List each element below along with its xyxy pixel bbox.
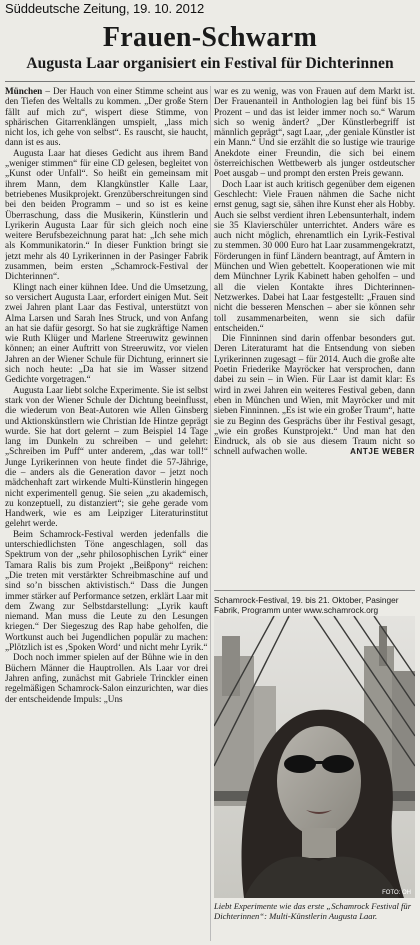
festival-info-box: Schamrock-Festival, 19. bis 21. Oktober, Pasinger Fabrik, Programm unter www.schamrock.org [214, 590, 415, 615]
column-separator [210, 86, 211, 941]
article-column-1 [5, 86, 208, 941]
photo-caption: Liebt Experimente wie das erste „Schamrock Festival für Dichterinnen“: Multi-Künstlerin Augusta Laar. [214, 901, 412, 921]
paragraph: Beim Schamrock-Festival werden jedenfalls die unterschiedlichsten Töne angeschlagen, soll das Spektrum von der „sehr philosophischen Lyrik“ einer Tamara Ralis bis zum Projekt „Beißpony“ reichen: „Die treten mit verstärkter Schreibmaschine auf und sind so’n bisschen aktivistisch.“ Dass die Jungen immer stärker auf Performance setzen, erklärt Laar mit dem Zwang zur Selbstdarstellung: „Lyrik kauft niemand. Man muss die Leute zu den Lesungen kriegen.“ Der Siegeszug des Rap habe geholfen, die Wortkunst auch bei Jugendlichen populär zu machen: „Plötzlich ist es ‚Spoken Word‘ und nicht mehr Lyrik.“ [5, 528, 208, 653]
paragraph: Augusta Laar liebt solche Experimente. Sie ist selbst stark von der Wiener Schule der Dichtung beeinflusst, die wiederum von Beat-Autoren wie Allen Ginsberg und Aktionskünstlern wie Christian Ide Hintze geprägt wurde. Sie hat dort gelernt – zum Beispiel 14 Tage lang im Dunkeln zu schreiben – und gelehrt: „Schreiben im Puff“ unter anderem, „das war toll!“ Junge Lyrikerinnen von heute findet die 57-Jährige, die – anders als die Generation davor – jetzt noch mädchenhaft zart wirkende Multi-Künstlerin hingegen nicht experimentell genug. Sie seien „zu akademisch, zu konzeptuell, zu distanziert“; sie gehe gerade vom Handwerk, wie es am Leipziger Literaturinstitut gelehrt werde. [5, 384, 208, 529]
subheadline: Augusta Laar organisiert ein Festival für Dichterinnen [26, 55, 394, 72]
paragraph: Augusta Laar hat dieses Gedicht aus ihrem Band „weniger stimmen“ für eine CD gelesen, begleitet von „Kunst oder Unfall“. So heißt ein gemeinsam mit ihrem Mann, dem Klangkünstler Kalle Laar, betriebenes Musikprojekt. Grenzüberschreitungen sind bei den beiden Programm – und so ist es keine Überraschung, dass die Musikerin, Künstlerin und Lyrikerin Augusta Laar für sich gleich noch eine weitere Berufsbezeichnung parat hat: „Ich sehe mich als Kommunikatorin.“ In dieser Funktion bringt sie jetzt mehr als 40 Lyrikerinnen in der Pasinger Fabrik zusammen, beim ersten „Schamrock-Festival der Dichterinnen“. [5, 147, 208, 282]
header-rule [5, 81, 415, 82]
paragraph: Die Finninnen sind darin offenbar besonders gut. Deren Literaturamt hat die Entsendung von sieben Lyrikerinnen zugesagt – für 2014. Auch die große alte Poetin Friederike Mayröcker hat versprochen, dann dabei zu sein – in Wien. Für Laar ist damit klar: Es wird in zwei Jahren ein weiteres Festival geben, dann eben in München und Wien, mit Mayröcker und mit sieben Finninnen. „Es ist wie ein großer Traum“, hatte sie zu Beginn des Gesprächs über ihr Festival gesagt, „wie ein großes Kunstprojekt.“ Und man hat den Eindruck, als ob sie aus diesem Traum nicht so schnell aufwachen wolle. ANTJE WEBER [214, 333, 415, 457]
paragraph: Doch noch immer spielen auf der Bühne wie in den Büchern Männer die Hauptrollen. Als Laar vor drei Jahren anfing, zunächst mit Gabriele Trinckler einen regelmäßigen Schamrock-Salon einzurichten, war dies der entscheidende Impuls: „Uns [5, 652, 208, 704]
paragraph: München – Der Hauch von einer Stimme scheint aus den Tiefen des Weltalls zu kommen. „Der große Stern fällt auf mich zu“, wispert diese Stimme, von sphärischen Gitarrenklängen umspielt, „lass mich nicht los, ich gehe von selbst“. Es rauscht, sie haucht, dann ist es aus. [5, 86, 208, 148]
dateline: München [5, 86, 43, 96]
article-column-2 [214, 86, 415, 583]
paragraph: Doch Laar ist auch kritisch gegenüber dem eigenen Geschlecht: Viele Frauen nähmen die Sache nicht ernst genug, sagt sie, sähen ihre Kunst eher als Hobby. Auch sie selbst verdient ihren Lebensunterhalt, indem sie 35 Klavierschüler unterrichtet. Anders wäre es auch nicht möglich, ehrenamtlich ein Lyrik-Festival zu stemmen. 30 000 Euro hat Laar zusammengekratzt, Förderungen in fünf Ländern beantragt, auf Ämtern in München und Wien gebettelt. Kooperationen wie mit dem Münchner Lyrik Kabinett haben geholfen – und all die vielen Kontakte ihres Dichterinnen-Netzwerkes. Dabei hat Laar festgestellt: „Frauen sind nicht die besseren Menschen – aber sie können sehr toll zusammenarbeiten, wenn sie sich dafür entscheiden.“ [214, 178, 415, 333]
photo-credit: FOTO: OH [382, 890, 411, 896]
source-line: Süddeutsche Zeitung, 19. 10. 2012 [5, 1, 205, 16]
paragraph: war es zu wenig, was von Frauen auf dem Markt ist. Der Frauenanteil in Anthologien lag bei fünf bis 15 Prozent – und das ist leider immer noch so.“ Warum sich so wenig ändert? „Der Künstlerbegriff ist männlich geprägt“, sagt Laar, „der geniale Künstler ist ein Mann.“ Und sie erzählt die so lustige wie traurige Anekdote einer Freundin, die sich bei einem österreichischen Wettbewerb als junger ostdeutscher Poet ausgab – und prompt den ersten Preis gewann. [214, 86, 415, 179]
paragraph: Klingt nach einer kühnen Idee. Und die Umsetzung, so versichert Augusta Laar, erfordert einigen Mut. Seit zwei Jahren plant Laar das Festival, unterstützt von Alma Larsen und Sarah Ines Struck, und von Anfang an hat sie dafür gesorgt. So hat sie zugkräftige Namen wie Ruth Klüger und Marlene Streeruwitz gewinnen können; an einer Auftritt von Streeruwitz, vor vielen Jahren an der Wiener Schule für Dichtung, erinnert sie sich noch heute: „Da hat sie im Wasser sitzend Gedichte vorgetragen.“ [5, 281, 208, 385]
author-byline: ANTJE WEBER [350, 447, 415, 457]
photo-illustration [214, 616, 415, 898]
headline: Frauen-Schwarm [102, 22, 318, 53]
portrait-photo [214, 616, 415, 898]
